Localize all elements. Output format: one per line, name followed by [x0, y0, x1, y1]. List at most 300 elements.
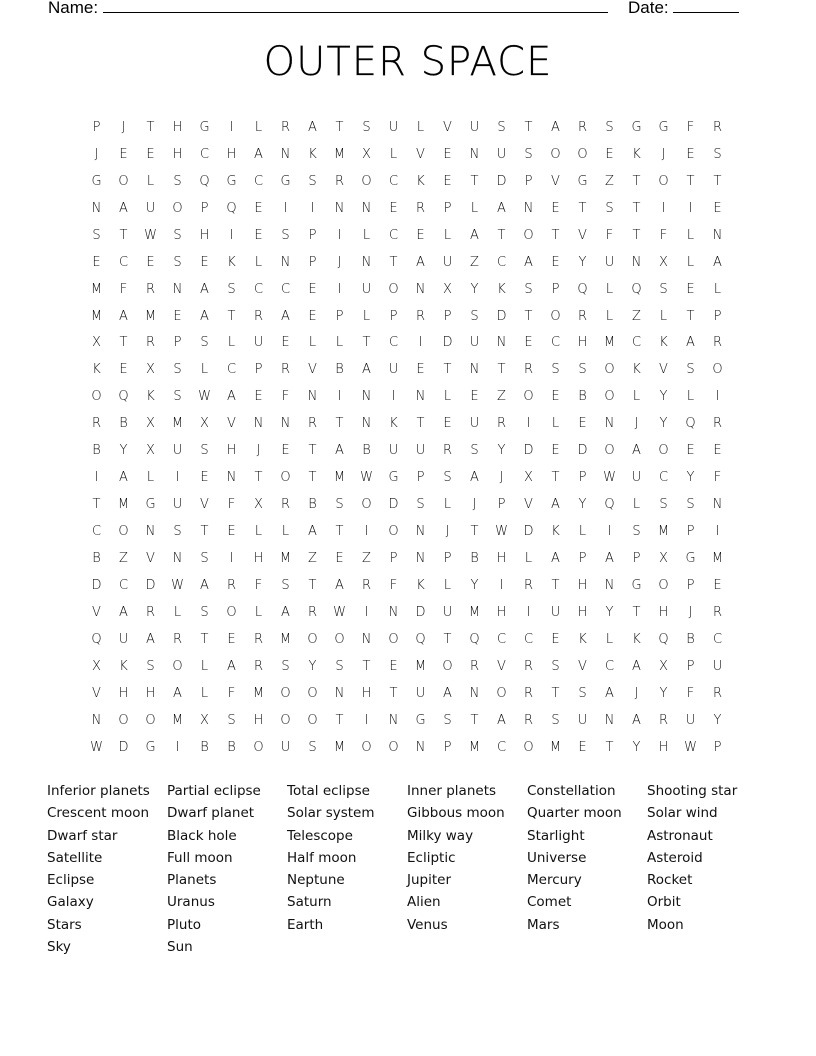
grid-letter: N — [91, 712, 102, 728]
grid-letter: E — [200, 254, 209, 270]
grid-letter: E — [713, 200, 722, 216]
grid-letter: L — [443, 577, 452, 593]
grid-letter: A — [119, 308, 128, 324]
grid-letter: Y — [578, 254, 587, 270]
grid-letter: M — [468, 739, 481, 755]
grid-letter: T — [227, 308, 236, 324]
grid-letter: M — [657, 524, 670, 540]
grid-letter: O — [118, 173, 129, 189]
grid-letter: O — [361, 739, 372, 755]
grid-letter: E — [713, 443, 722, 459]
grid-letter: V — [200, 497, 209, 513]
grid-letter: L — [335, 335, 344, 351]
grid-letter: E — [389, 658, 398, 674]
grid-letter: F — [119, 281, 128, 297]
grid-letter: N — [253, 416, 264, 432]
grid-letter: J — [472, 497, 477, 513]
grid-letter: W — [495, 524, 508, 540]
grid-letter: T — [632, 200, 641, 216]
grid-letter: G — [91, 173, 102, 189]
grid-letter: J — [634, 685, 639, 701]
grid-letter: B — [470, 550, 479, 566]
grid-letter: N — [307, 389, 318, 405]
grid-letter: K — [632, 362, 641, 378]
grid-letter: A — [227, 658, 236, 674]
grid-letter: N — [604, 577, 615, 593]
grid-letter: R — [307, 604, 318, 620]
grid-letter: R — [145, 604, 156, 620]
grid-letter: R — [469, 658, 480, 674]
grid-letter: S — [605, 119, 614, 135]
grid-letter: A — [173, 685, 182, 701]
grid-letter: G — [145, 497, 156, 513]
grid-letter: M — [414, 658, 427, 674]
word-list-item: Partial eclipse — [167, 783, 261, 799]
grid-letter: E — [713, 577, 722, 593]
grid-letter: T — [686, 173, 695, 189]
grid-letter: R — [280, 497, 291, 513]
grid-letter: N — [415, 389, 426, 405]
grid-letter: S — [443, 470, 452, 486]
grid-letter: Q — [469, 631, 480, 647]
grid-letter: X — [659, 254, 668, 270]
grid-letter: I — [364, 712, 369, 728]
grid-letter: N — [388, 604, 399, 620]
grid-row — [83, 330, 731, 357]
grid-letter: E — [308, 281, 317, 297]
grid-letter: S — [470, 308, 479, 324]
grid-letter: I — [229, 227, 234, 243]
grid-letter: A — [200, 577, 209, 593]
grid-letter: G — [199, 119, 210, 135]
grid-letter: G — [631, 119, 642, 135]
grid-letter: T — [551, 577, 560, 593]
grid-letter: E — [119, 146, 128, 162]
grid-letter: A — [254, 146, 263, 162]
grid-letter: U — [469, 119, 480, 135]
grid-letter: O — [442, 658, 453, 674]
grid-letter: A — [200, 308, 209, 324]
word-list-item: Eclipse — [47, 872, 95, 889]
grid-letter: T — [200, 524, 209, 540]
grid-letter: W — [198, 389, 211, 405]
grid-letter: P — [200, 200, 209, 216]
grid-letter: R — [442, 443, 453, 459]
grid-letter: C — [496, 631, 507, 647]
grid-letter: U — [577, 712, 588, 728]
grid-letter: N — [712, 497, 723, 513]
word-list-item: Solar system — [287, 805, 375, 822]
grid-letter: I — [364, 524, 369, 540]
grid-letter: T — [551, 685, 560, 701]
grid-letter: A — [308, 119, 317, 135]
grid-letter: S — [524, 146, 533, 162]
grid-letter: H — [577, 604, 588, 620]
grid-letter: N — [415, 739, 426, 755]
grid-letter: Q — [415, 631, 426, 647]
grid-letter: A — [119, 200, 128, 216]
grid-letter: I — [526, 604, 531, 620]
grid-letter: X — [443, 281, 452, 297]
grid-row — [83, 356, 731, 383]
grid-letter: N — [415, 550, 426, 566]
grid-letter: A — [416, 254, 425, 270]
grid-letter: U — [388, 362, 399, 378]
grid-letter: T — [308, 577, 317, 593]
grid-letter: S — [92, 227, 101, 243]
word-list-item: Mercury — [527, 872, 582, 889]
grid-letter: V — [443, 119, 452, 135]
grid-letter: E — [227, 631, 236, 647]
grid-letter: H — [496, 604, 507, 620]
grid-letter: D — [442, 335, 453, 351]
grid-letter: N — [523, 200, 534, 216]
grid-letter: S — [686, 362, 695, 378]
grid-letter: R — [577, 119, 588, 135]
word-list-item: Satellite — [47, 849, 103, 866]
grid-letter: M — [90, 308, 103, 324]
grid-letter: S — [173, 362, 182, 378]
grid-row — [83, 653, 731, 680]
grid-letter: R — [91, 416, 102, 432]
grid-letter: O — [388, 524, 399, 540]
grid-letter: I — [337, 389, 342, 405]
grid-letter: J — [661, 146, 666, 162]
grid-letter: Y — [308, 658, 317, 674]
grid-letter: E — [470, 389, 479, 405]
grid-letter: I — [418, 335, 423, 351]
grid-letter: L — [416, 119, 425, 135]
grid-letter: E — [281, 335, 290, 351]
grid-letter: L — [443, 227, 452, 243]
grid-letter: S — [227, 712, 236, 728]
grid-letter: K — [416, 577, 425, 593]
grid-letter: T — [470, 712, 479, 728]
grid-letter: N — [604, 416, 615, 432]
grid-row — [83, 545, 731, 572]
grid-letter: Q — [91, 631, 102, 647]
grid-letter: O — [118, 712, 129, 728]
grid-letter: N — [496, 335, 507, 351]
grid-letter: H — [226, 146, 237, 162]
grid-letter: C — [388, 335, 399, 351]
grid-letter: A — [281, 604, 290, 620]
grid-letter: O — [523, 739, 534, 755]
grid-letter: I — [715, 389, 720, 405]
grid-letter: N — [226, 470, 237, 486]
grid-letter: L — [362, 308, 371, 324]
grid-letter: Q — [685, 416, 696, 432]
grid-row — [83, 303, 731, 330]
grid-letter: M — [252, 685, 265, 701]
grid-letter: S — [308, 173, 317, 189]
grid-letter: R — [712, 119, 723, 135]
grid-letter: A — [632, 712, 641, 728]
grid-letter: T — [254, 470, 263, 486]
grid-letter: S — [173, 173, 182, 189]
grid-letter: K — [119, 658, 128, 674]
grid-letter: S — [335, 658, 344, 674]
grid-letter: Z — [470, 254, 479, 270]
grid-letter: L — [308, 335, 317, 351]
grid-letter: C — [631, 335, 642, 351]
grid-letter: U — [550, 604, 561, 620]
grid-letter: T — [443, 631, 452, 647]
grid-letter: E — [551, 254, 560, 270]
grid-letter: Y — [659, 416, 668, 432]
grid-row — [83, 410, 731, 437]
word-list-item: Dwarf planet — [167, 805, 255, 822]
grid-letter: H — [577, 577, 588, 593]
grid-letter: V — [551, 173, 560, 189]
grid-letter: T — [497, 362, 506, 378]
grid-letter: S — [659, 497, 668, 513]
grid-letter: N — [712, 227, 723, 243]
grid-letter: R — [280, 119, 291, 135]
grid-letter: M — [144, 308, 157, 324]
grid-letter: F — [227, 685, 236, 701]
grid-letter: P — [308, 254, 317, 270]
grid-letter: L — [146, 173, 155, 189]
grid-letter: F — [659, 227, 668, 243]
grid-letter: A — [443, 685, 452, 701]
grid-letter: R — [145, 335, 156, 351]
grid-letter: T — [524, 119, 533, 135]
grid-letter: M — [333, 739, 346, 755]
grid-letter: F — [389, 577, 398, 593]
grid-letter: P — [713, 308, 722, 324]
grid-letter: D — [523, 443, 534, 459]
grid-letter: K — [308, 146, 317, 162]
grid-letter: K — [551, 524, 560, 540]
word-list-item: Solar wind — [647, 805, 718, 822]
grid-letter: P — [173, 335, 182, 351]
grid-letter: V — [92, 604, 101, 620]
grid-letter: B — [227, 739, 236, 755]
grid-letter: Y — [686, 470, 695, 486]
grid-letter: C — [118, 254, 129, 270]
grid-letter: P — [524, 173, 533, 189]
grid-letter: E — [173, 308, 182, 324]
grid-letter: N — [361, 389, 372, 405]
grid-letter: S — [200, 443, 209, 459]
grid-letter: E — [686, 281, 695, 297]
grid-letter: Y — [713, 712, 722, 728]
grid-letter: X — [200, 416, 209, 432]
grid-letter: R — [712, 685, 723, 701]
grid-letter: C — [712, 631, 723, 647]
word-list-item: Venus — [407, 916, 448, 933]
grid-letter: K — [146, 389, 155, 405]
grid-letter: L — [362, 227, 371, 243]
grid-letter: N — [361, 416, 372, 432]
grid-letter: E — [389, 200, 398, 216]
grid-letter: S — [362, 119, 371, 135]
grid-letter: T — [389, 254, 398, 270]
grid-letter: C — [253, 173, 264, 189]
grid-letter: C — [388, 173, 399, 189]
grid-letter: M — [117, 497, 130, 513]
word-list-item: Moon — [647, 916, 684, 933]
grid-letter: I — [499, 577, 504, 593]
grid-letter: G — [577, 173, 588, 189]
grid-letter: I — [229, 119, 234, 135]
grid-letter: T — [308, 443, 317, 459]
grid-letter: T — [146, 119, 155, 135]
word-list-item: Constellation — [527, 783, 616, 799]
page-title: OUTER SPACE — [263, 39, 553, 85]
grid-letter: P — [578, 550, 587, 566]
grid-letter: T — [497, 227, 506, 243]
grid-letter: J — [121, 119, 126, 135]
grid-letter: L — [146, 470, 155, 486]
grid-letter: O — [604, 389, 615, 405]
grid-letter: H — [253, 550, 264, 566]
grid-letter: N — [172, 281, 183, 297]
grid-letter: U — [685, 712, 696, 728]
grid-letter: R — [712, 604, 723, 620]
grid-letter: H — [145, 685, 156, 701]
grid-letter: C — [199, 146, 210, 162]
name-blank-line — [103, 12, 608, 13]
grid-letter: M — [279, 550, 292, 566]
grid-letter: S — [578, 685, 587, 701]
grid-letter: U — [442, 254, 453, 270]
grid-letter: A — [146, 631, 155, 647]
grid-letter: M — [711, 550, 724, 566]
grid-letter: M — [468, 604, 481, 620]
grid-letter: E — [254, 389, 263, 405]
grid-letter: R — [577, 308, 588, 324]
grid-letter: T — [200, 631, 209, 647]
grid-letter: U — [361, 281, 372, 297]
grid-letter: O — [658, 173, 669, 189]
grid-letter: N — [280, 254, 291, 270]
grid-letter: T — [335, 712, 344, 728]
grid-letter: T — [686, 308, 695, 324]
grid-letter: Q — [226, 200, 237, 216]
grid-letter: I — [715, 524, 720, 540]
grid-letter: Q — [577, 281, 588, 297]
grid-letter: N — [361, 200, 372, 216]
grid-letter: R — [145, 281, 156, 297]
word-list-item: Crescent moon — [47, 805, 150, 822]
grid-letter: F — [227, 497, 236, 513]
grid-letter: W — [360, 470, 373, 486]
grid-letter: A — [470, 470, 479, 486]
grid-letter: V — [146, 550, 155, 566]
grid-letter: U — [712, 658, 723, 674]
grid-letter: K — [389, 416, 398, 432]
grid-letter: W — [333, 604, 346, 620]
grid-letter: P — [686, 658, 695, 674]
grid-letter: P — [632, 550, 641, 566]
grid-letter: E — [578, 416, 587, 432]
grid-letter: O — [658, 443, 669, 459]
grid-letter: A — [686, 335, 695, 351]
grid-letter: L — [551, 416, 560, 432]
grid-letter: N — [415, 281, 426, 297]
grid-letter: E — [443, 146, 452, 162]
grid-letter: A — [335, 577, 344, 593]
grid-letter: T — [443, 362, 452, 378]
grid-letter: Y — [605, 604, 614, 620]
grid-letter: O — [280, 685, 291, 701]
grid-letter: A — [281, 308, 290, 324]
grid-letter: O — [280, 712, 291, 728]
grid-letter: T — [335, 416, 344, 432]
grid-letter: T — [92, 497, 101, 513]
grid-letter: A — [551, 497, 560, 513]
grid-letter: L — [659, 308, 668, 324]
grid-letter: T — [335, 119, 344, 135]
grid-letter: W — [603, 470, 616, 486]
grid-letter: A — [119, 470, 128, 486]
grid-letter: C — [658, 470, 669, 486]
grid-letter: T — [335, 524, 344, 540]
grid-letter: G — [226, 173, 237, 189]
grid-letter: D — [388, 497, 399, 513]
grid-letter: B — [119, 416, 128, 432]
grid-letter: O — [523, 227, 534, 243]
word-list-item: Ecliptic — [407, 849, 456, 866]
grid-letter: G — [415, 712, 426, 728]
grid-letter: B — [308, 497, 317, 513]
grid-letter: P — [254, 362, 263, 378]
grid-row — [83, 437, 731, 464]
grid-letter: Z — [605, 173, 614, 189]
grid-letter: S — [497, 119, 506, 135]
grid-letter: B — [92, 550, 101, 566]
grid-letter: L — [200, 362, 209, 378]
grid-letter: S — [578, 362, 587, 378]
grid-letter: N — [604, 712, 615, 728]
grid-letter: E — [524, 335, 533, 351]
grid-letter: L — [686, 389, 695, 405]
grid-letter: V — [227, 416, 236, 432]
grid-letter: V — [659, 362, 668, 378]
grid-letter: S — [281, 658, 290, 674]
grid-letter: O — [172, 200, 183, 216]
grid-letter: L — [200, 685, 209, 701]
grid-letter: H — [172, 146, 183, 162]
grid-letter: R — [523, 362, 534, 378]
grid-letter: M — [549, 739, 562, 755]
grid-letter: R — [496, 416, 507, 432]
word-list-item: Gibbous moon — [407, 805, 505, 822]
grid-letter: E — [686, 146, 695, 162]
grid-letter: O — [604, 443, 615, 459]
grid-letter: O — [145, 712, 156, 728]
grid-letter: X — [146, 362, 155, 378]
grid-letter: C — [280, 281, 291, 297]
grid-letter: T — [470, 173, 479, 189]
grid-letter: S — [281, 227, 290, 243]
grid-letter: T — [578, 200, 587, 216]
grid-letter: S — [524, 281, 533, 297]
grid-letter: A — [227, 389, 236, 405]
grid-row — [83, 491, 731, 518]
grid-letter: R — [280, 362, 291, 378]
word-list-item: Comet — [527, 894, 572, 911]
grid-letter: R — [172, 631, 183, 647]
grid-letter: P — [389, 308, 398, 324]
grid-letter: O — [604, 362, 615, 378]
grid-letter: D — [496, 173, 507, 189]
grid-letter: F — [713, 470, 722, 486]
grid-letter: C — [496, 739, 507, 755]
grid-letter: L — [173, 604, 182, 620]
